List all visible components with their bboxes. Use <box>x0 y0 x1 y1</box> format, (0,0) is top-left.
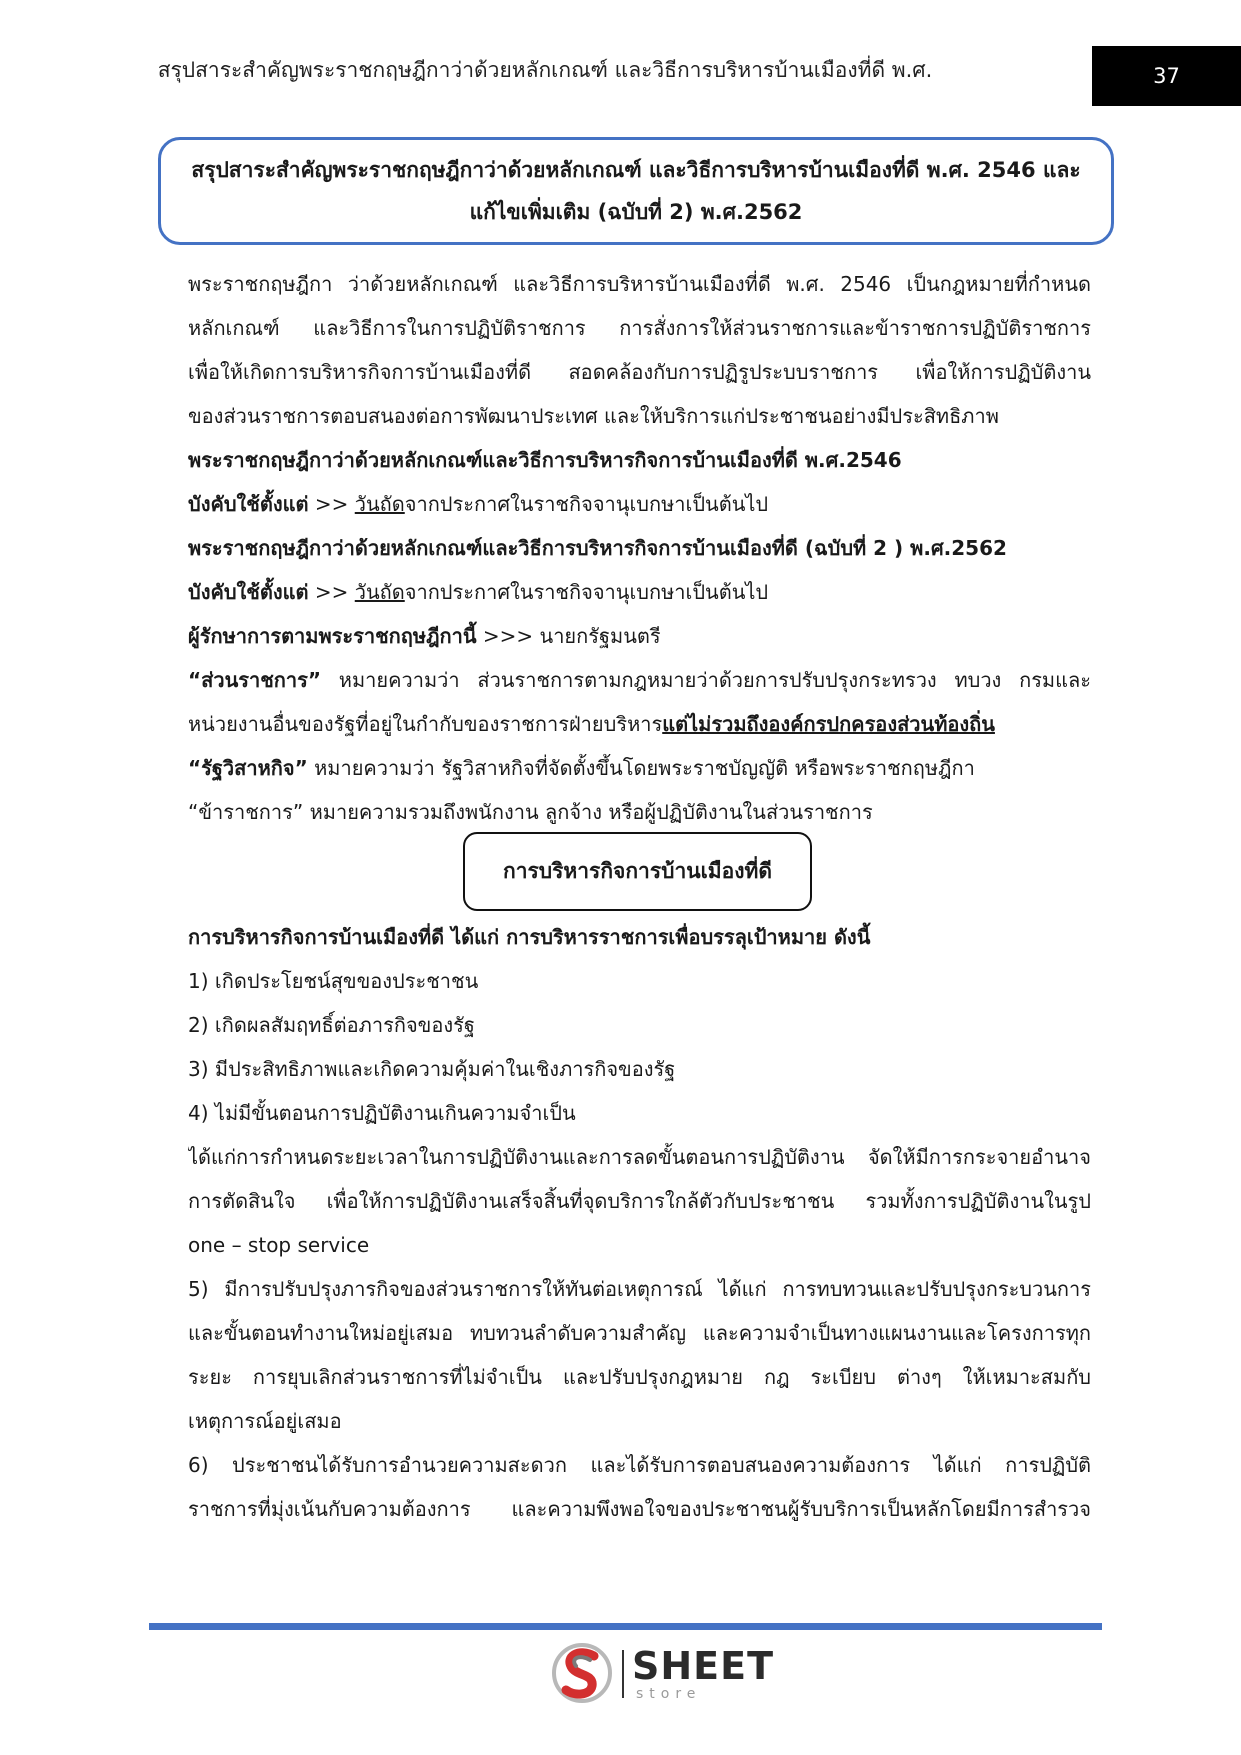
effective-day: วันถัด <box>354 580 405 604</box>
list-item-detail: ได้แก่การกำหนดระยะเวลาในการปฏิบัติงานและการลดขั้นตอนการปฏิบัติงาน จัดให้มีการกระจายอำนาจ <box>188 1145 1091 1169</box>
definition-text: หน่วยงานอื่นของรัฐที่อยู่ในกำกับของราชการฝ่ายบริหาร <box>188 712 663 736</box>
section-heading-box: การบริหารกิจการบ้านเมืองที่ดี <box>463 832 812 911</box>
intro-line: ของส่วนราชการตอบสนองต่อการพัฒนาประเทศ และให้บริการแก่ประชาชนอย่างมีประสิทธิภาพ <box>188 404 999 428</box>
definition-official: “ข้าราชการ” หมายความรวมถึงพนักงาน ลูกจ้าง หรือผู้ปฏิบัติงานในส่วนราชการ <box>188 800 873 824</box>
definition-emphasis: แต่ไม่รวมถึงองค์กรปกครองส่วนท้องถิ่น <box>662 712 995 736</box>
effective-label: บังคับใช้ตั้งแต่ <box>188 580 309 604</box>
list-item: 5) มีการปรับปรุงภารกิจของส่วนราชการให้ทันต่อเหตุการณ์ ได้แก่ การทบทวนและปรับปรุงกระบวนการ <box>188 1277 1091 1301</box>
definition-soe <box>188 746 1091 790</box>
list-item-detail: และขั้นตอนทำงานใหม่อยู่เสมอ ทบทวนลำดับความสำคัญ และความจำเป็นทางแผนงานและโครงการทุก <box>188 1321 1091 1345</box>
arrow: >> <box>314 492 349 516</box>
list-item-detail: เหตุการณ์อยู่เสมอ <box>188 1409 342 1433</box>
definition-text: หมายความว่า ส่วนราชการตามกฎหมายว่าด้วยการปรับปรุงกระทรวง ทบวง กรมและ <box>338 668 1091 692</box>
caretaker-arrow: >>> <box>482 624 534 648</box>
list-item-detail: การตัดสินใจ เพื่อให้การปฏิบัติงานเสร็จสิ้นที่จุดบริการใกล้ตัวกับประชาชน รวมทั้งการปฏิบัติงานในรูป <box>188 1189 1091 1213</box>
footer-rule <box>149 1623 1102 1630</box>
definition-term: “รัฐวิสาหกิจ” <box>188 756 308 780</box>
intro-line: พระราชกฤษฎีกา ว่าด้วยหลักเกณฑ์ และวิธีการบริหารบ้านเมืองที่ดี พ.ศ. 2546 เป็นกฎหมายที่กำหนด <box>188 272 1091 296</box>
logo-subword: store <box>636 1686 702 1702</box>
body-upper <box>188 262 1091 834</box>
title-box <box>158 137 1114 245</box>
running-header: สรุปสาระสำคัญพระราชกฤษฎีกาว่าด้วยหลักเกณฑ์ และวิธีการบริหารบ้านเมืองที่ดี พ.ศ. <box>157 58 933 82</box>
body-lower <box>188 915 1091 1531</box>
decree-2546-effective <box>188 482 1091 526</box>
effective-rest: จากประกาศในราชกิจจานุเบกษาเป็นต้นไป <box>404 580 769 604</box>
effective-rest: จากประกาศในราชกิจจานุเบกษาเป็นต้นไป <box>404 492 769 516</box>
sheet-store-logo <box>550 1640 775 1710</box>
arrow: >> <box>314 580 349 604</box>
intro-line: หลักเกณฑ์ และวิธีการในการปฏิบัติราชการ การสั่งการให้ส่วนราชการและข้าราชการปฏิบัติราชการ <box>188 316 1091 340</box>
list-item: 2) เกิดผลสัมฤทธิ์ต่อภารกิจของรัฐ <box>188 1013 475 1037</box>
definition-text: หมายความว่า รัฐวิสาหกิจที่จัดตั้งขึ้นโดยพระราชบัญญัติ หรือพระราชกฤษฎีกา <box>314 756 975 780</box>
logo-s-icon <box>550 1640 614 1706</box>
effective-label: บังคับใช้ตั้งแต่ <box>188 492 309 516</box>
decree-2546-title: พระราชกฤษฎีกาว่าด้วยหลักเกณฑ์และวิธีการบริหารกิจการบ้านเมืองที่ดี พ.ศ.2546 <box>188 448 902 472</box>
list-item: 6) ประชาชนได้รับการอำนวยความสะดวก และได้รับการตอบสนองความต้องการ ได้แก่ การปฏิบัติ <box>188 1453 1091 1477</box>
section-lead: การบริหารกิจการบ้านเมืองที่ดี ได้แก่ การบริหารราชการเพื่อบรรลุเป้าหมาย ดังนี้ <box>188 925 871 949</box>
page-number: 37 <box>1092 46 1241 106</box>
logo-divider <box>622 1650 624 1698</box>
caretaker-label: ผู้รักษาการตามพระราชกฤษฎีกานี้ <box>188 624 477 648</box>
list-item-detail: ราชการที่มุ่งเน้นกับความต้องการ และความพึงพอใจของประชาชนผู้รับบริการเป็นหลักโดยมีการสำรวจ <box>188 1497 1091 1521</box>
title-line-2: แก้ไขเพิ่มเติม (ฉบับที่ 2) พ.ศ.2562 <box>469 200 803 224</box>
list-item: 4) ไม่มีขั้นตอนการปฏิบัติงานเกินความจำเป็น <box>188 1101 576 1125</box>
definition-gov-agency-cont <box>188 702 1091 746</box>
decree-2562-title: พระราชกฤษฎีกาว่าด้วยหลักเกณฑ์และวิธีการบริหารกิจการบ้านเมืองที่ดี (ฉบับที่ 2 ) พ.ศ.2562 <box>188 536 1007 560</box>
logo-word: SHEET <box>632 1644 775 1688</box>
list-item: 3) มีประสิทธิภาพและเกิดความคุ้มค่าในเชิงภารกิจของรัฐ <box>188 1057 676 1081</box>
caretaker-value: นายกรัฐมนตรี <box>539 624 661 648</box>
list-item-detail: one – stop service <box>188 1233 370 1257</box>
definition-gov-agency <box>188 658 1091 702</box>
intro-line: เพื่อให้เกิดการบริหารกิจการบ้านเมืองที่ดี สอดคล้องกับการปฏิรูประบบราชการ เพื่อให้การปฏิบัติงาน <box>188 360 1091 384</box>
definition-term: “ส่วนราชการ” <box>188 668 322 692</box>
list-item-detail: ระยะ การยุบเลิกส่วนราชการที่ไม่จำเป็น และปรับปรุงกฎหมาย กฎ ระเบียบ ต่างๆ ให้เหมาะสมกับ <box>188 1365 1091 1389</box>
decree-2562-effective <box>188 570 1091 614</box>
caretaker <box>188 614 1091 658</box>
list-item: 1) เกิดประโยชน์สุขของประชาชน <box>188 969 479 993</box>
title-line-1: สรุปสาระสำคัญพระราชกฤษฎีกาว่าด้วยหลักเกณฑ์ และวิธีการบริหารบ้านเมืองที่ดี พ.ศ. 2546 และ <box>191 158 1081 182</box>
effective-day: วันถัด <box>354 492 405 516</box>
